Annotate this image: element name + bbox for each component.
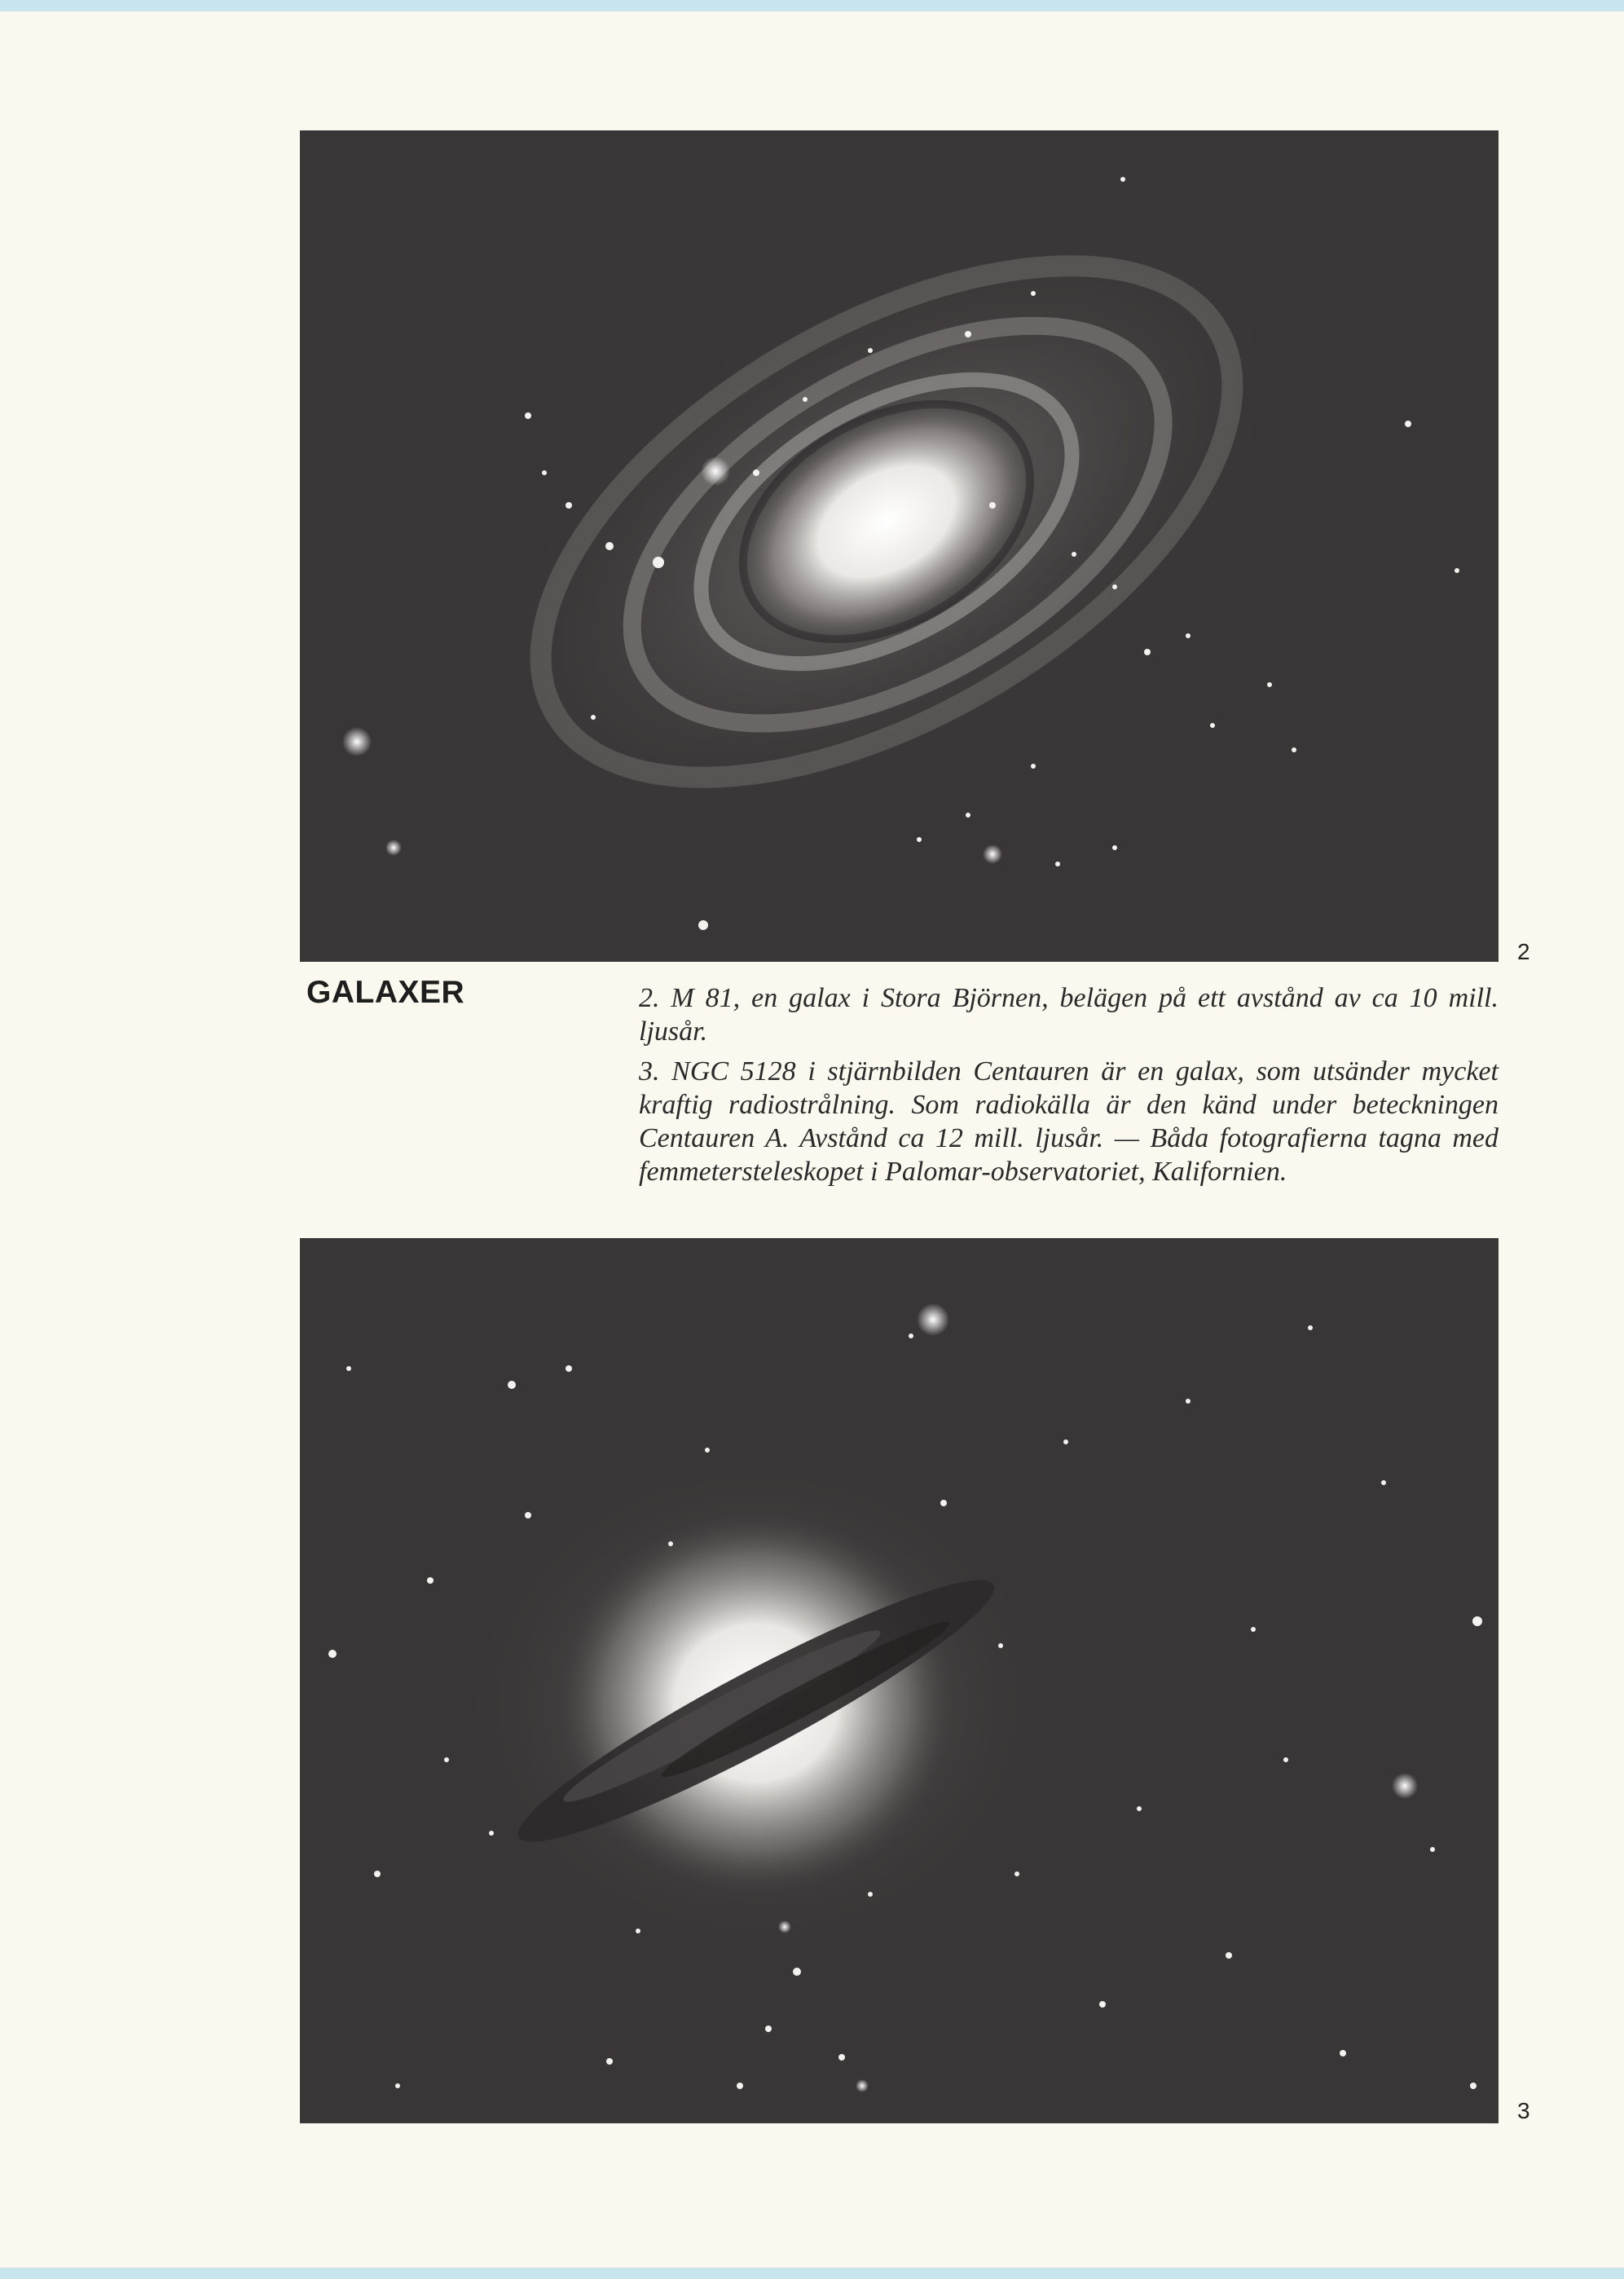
section-heading: GALAXER bbox=[306, 975, 465, 1010]
galaxy-photo-m81 bbox=[300, 130, 1499, 962]
page-bottom-edge bbox=[0, 2268, 1624, 2279]
figure-number-2: 2 bbox=[1517, 939, 1530, 964]
centaurus-a-illustration bbox=[300, 1238, 1499, 2123]
spiral-galaxy-illustration bbox=[300, 130, 1499, 962]
caption-figure-3: 3. NGC 5128 i stjärnbilden Centauren är en galax, som utsänder mycket kraftig radiostrålning. Som radiokälla är den känd under beteckningen Centauren A. Avstånd ca 12 mill. ljusår. — Båda fotografierna tagna med femmetersteleskopet i Palomar-observatoriet, Kalifornien. bbox=[639, 1056, 1499, 1187]
caption-figure-2: 2. M 81, en galax i Stora Björnen, belägen på ett avstånd av ca 10 mill. ljusår. bbox=[639, 983, 1499, 1047]
galaxy-photo-ngc5128 bbox=[300, 1238, 1499, 2123]
page-top-edge bbox=[0, 0, 1624, 11]
figure-number-3: 3 bbox=[1517, 2098, 1530, 2123]
